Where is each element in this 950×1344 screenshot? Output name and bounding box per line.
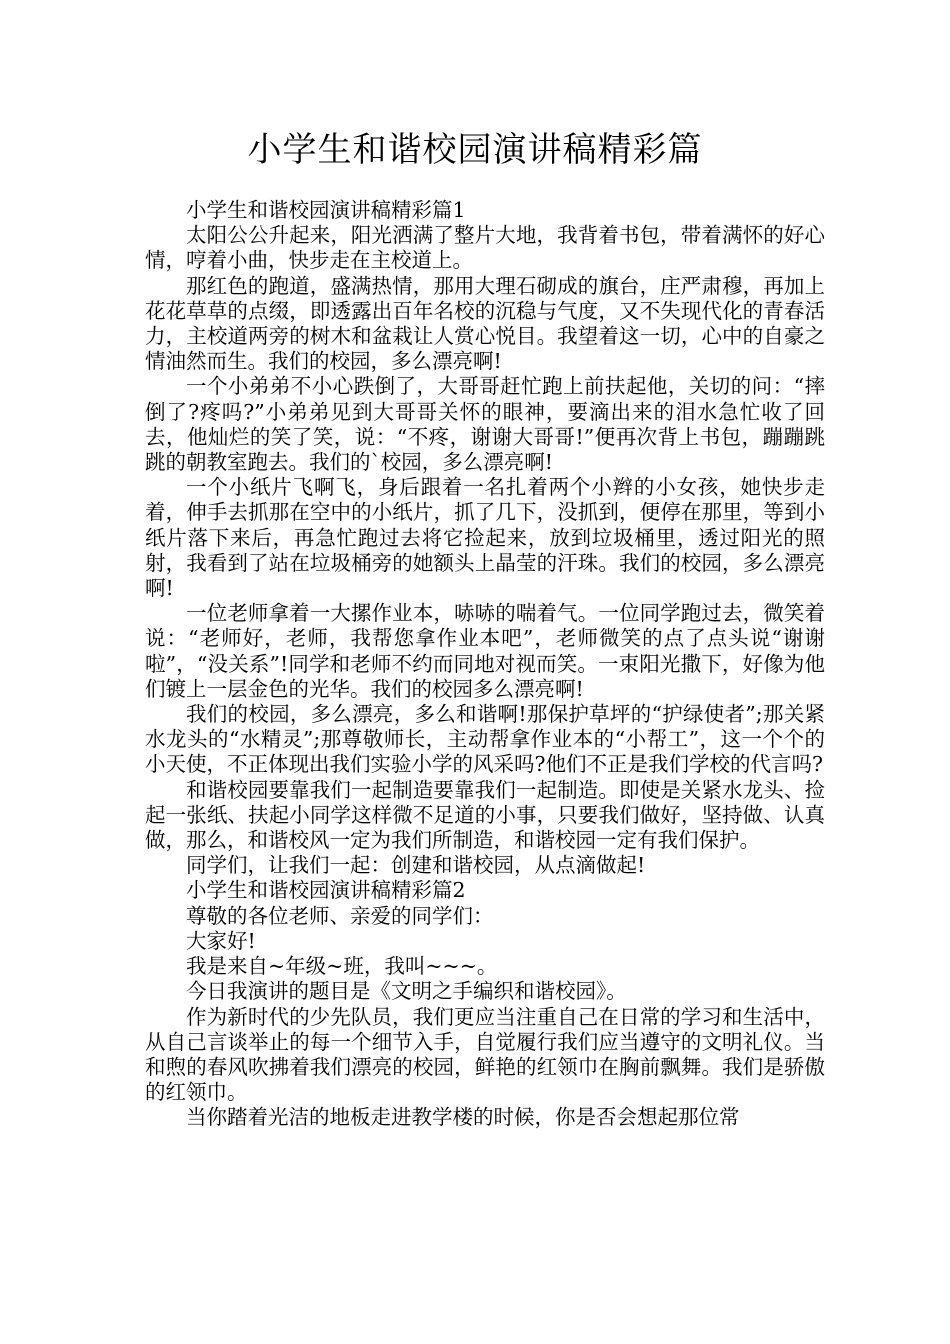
greeting: 大家好! xyxy=(186,928,256,953)
paragraph: 那红色的跑道，盛满热情，那用大理石砌成的旗台，庄严肃穆，再加上花花草草的点缀，即透露出百年名校的沉稳与气度，又不失现代化的青春活力，主校道两旁的树木和盆栽让人赏心悦目。我望着这一切，心中的自豪之情油然而生。我们的校园，多么漂亮啊! xyxy=(145,273,825,374)
paragraph: 今日我演讲的题目是《文明之手编织和谐校园》。 xyxy=(186,979,627,1004)
paragraph: 和谐校园要靠我们一起制造要靠我们一起制造。即使是关紧水龙头、捡起一张纸、扶起小同学这样微不足道的小事，只要我们做好，坚持做、认真做，那么，和谐校风一定为我们所制造，和谐校园一定有我们保护。 xyxy=(145,777,825,853)
salutation: 尊敬的各位老师、亲爱的同学们： xyxy=(186,903,494,928)
paragraph: 当你踏着光洁的地板走进教学楼的时候，你是否会想起那位常 xyxy=(186,1105,740,1130)
section-heading: 小学生和谐校园演讲稿精彩篇2 xyxy=(186,878,466,903)
paragraph: 一位老师拿着一大摞作业本，哧哧的喘着气。一位同学跑过去，微笑着说：“老师好，老师，我帮您拿作业本吧”，老师微笑的点了点头说“谢谢啦”，“没关系”!同学和老师不约而同地对视而笑。一束阳光撒下，好像为他们镀上一层金色的光华。我们的校园多么漂亮啊! xyxy=(145,601,825,701)
paragraph: 一个小弟弟不小心跌倒了，大哥哥赶忙跑上前扶起他，关切的问：“摔倒了?疼吗?”小弟弟见到大哥哥关怀的眼神，要滴出来的泪水急忙收了回去，他灿烂的笑了笑，说：“不疼，谢谢大哥哥!”便再次背上书包，蹦蹦跳跳的朝教室跑去。我们的`校园，多么漂亮啊! xyxy=(145,374,825,475)
paragraph: 太阳公公升起来，阳光洒满了整片大地，我背着书包，带着满怀的好心情，哼着小曲，快步走在主校道上。 xyxy=(145,223,825,273)
paragraph: 作为新时代的少先队员，我们更应当注重自己在日常的学习和生活中，从自己言谈举止的每一个细节入手，自觉履行我们应当遵守的文明礼仪。当和煦的春风吹拂着我们漂亮的校园，鲜艳的红领巾在胸前飘舞。我们是骄傲的红领巾。 xyxy=(145,1004,825,1105)
document-body xyxy=(145,198,825,1131)
section-heading: 小学生和谐校园演讲稿精彩篇1 xyxy=(186,198,466,222)
document-title: 小学生和谐校园演讲稿精彩篇 xyxy=(247,130,703,170)
paragraph: 同学们，让我们一起：创建和谐校园，从点滴做起! xyxy=(186,853,646,878)
paragraph: 一个小纸片飞啊飞，身后跟着一名扎着两个小辫的小女孩，她快步走着，伸手去抓那在空中的小纸片，抓了几下，没抓到，便停在那里，等到小纸片落下来后，再急忙跑过去将它捡起来，放到垃圾桶里，透过阳光的照射，我看到了站在垃圾桶旁的她额头上晶莹的汗珠。我们的校园，多么漂亮啊! xyxy=(145,475,825,601)
paragraph: 我们的校园，多么漂亮，多么和谐啊!那保护草坪的“护绿使者”;那关紧水龙头的“水精灵”;那尊敬师长，主动帮拿作业本的“小帮工”，这一个个的小天使，不正体现出我们实验小学的风采吗?他们不正是我们学校的代言吗? xyxy=(145,702,825,777)
paragraph: 我是来自~年级~班，我叫~~~。 xyxy=(186,954,498,979)
